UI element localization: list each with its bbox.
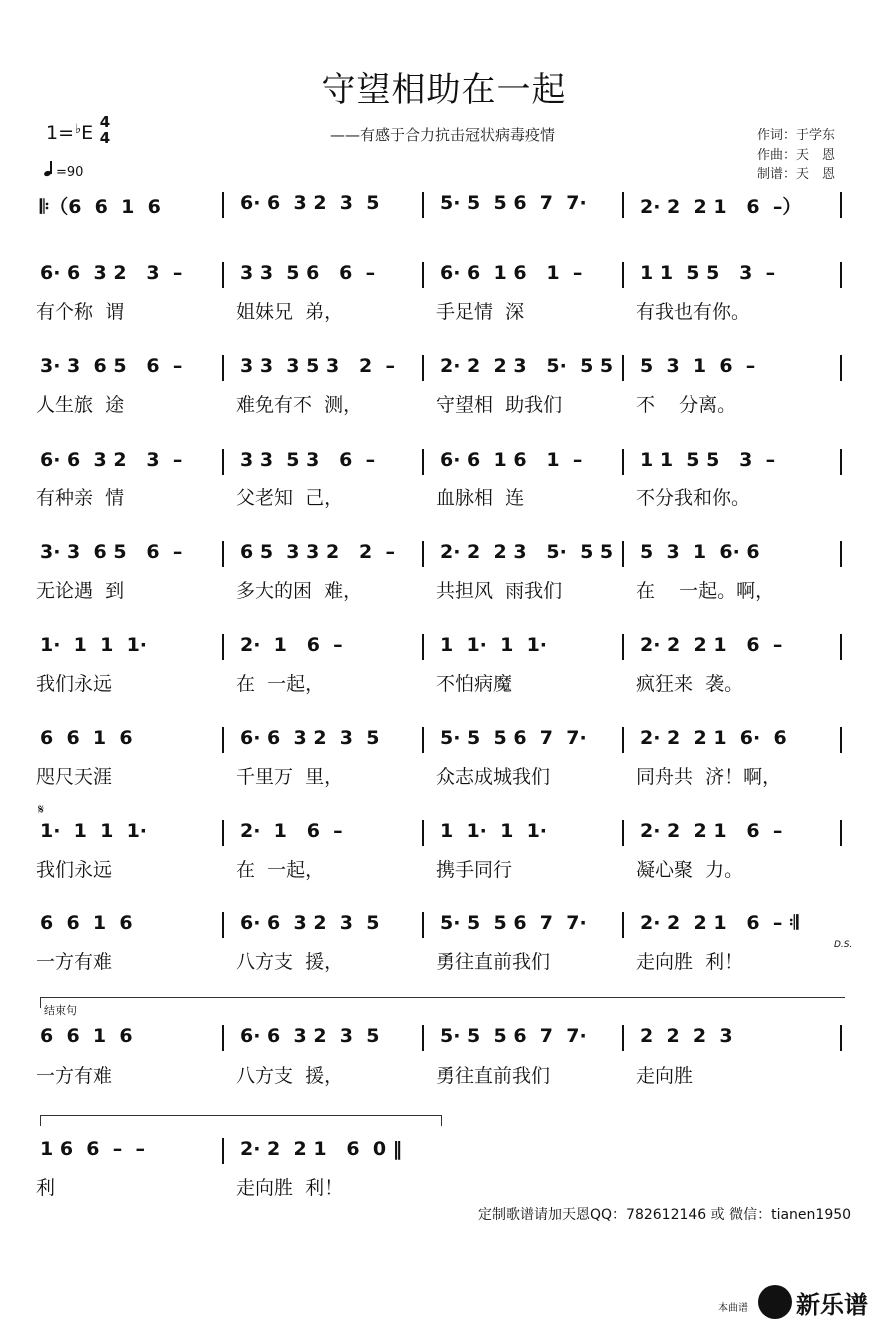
bar-line bbox=[840, 1025, 842, 1051]
measure: 1 1 5 5 3 – bbox=[640, 449, 776, 471]
measure: 1 1 5 5 3 – bbox=[640, 262, 776, 284]
measure: 2· 2 2 1 6 – 𝄇 bbox=[640, 912, 799, 934]
lyric-segment: 同舟共 济！啊， bbox=[636, 766, 782, 788]
lyric-segment: 不 分离。 bbox=[636, 394, 737, 416]
bar-line bbox=[622, 727, 624, 753]
lyric-segment: 凝心聚 力。 bbox=[636, 859, 744, 881]
measure: 𝄆（6 6 1 6 bbox=[40, 196, 161, 218]
measure: 6 6 1 6 bbox=[40, 912, 133, 934]
measure: 2· 2 2 1 6· 6 bbox=[640, 727, 787, 749]
bar-line bbox=[622, 192, 624, 218]
measure: 2· 2 2 1 6 0 ‖ bbox=[240, 1138, 403, 1160]
measure: 5· 5 5 6 7 7· bbox=[440, 727, 587, 749]
measure: 2· 2 2 3 5· 5 5 bbox=[440, 541, 614, 563]
bar-line bbox=[840, 541, 842, 567]
lyric-segment: 有种亲 情 bbox=[36, 487, 125, 509]
lyric-segment: 利 bbox=[36, 1177, 56, 1199]
bar-line bbox=[222, 192, 224, 218]
segno-icon: 𝄋 bbox=[38, 802, 45, 818]
lyric-line bbox=[34, 297, 852, 327]
measure: 5· 5 5 6 7 7· bbox=[440, 1025, 587, 1047]
bar-line bbox=[840, 192, 842, 218]
bar-line bbox=[840, 727, 842, 753]
measure: 6 6 1 6 bbox=[40, 727, 133, 749]
measure: 6· 6 3 2 3 5 bbox=[240, 912, 380, 934]
measure: 6· 6 3 2 3 5 bbox=[240, 727, 380, 749]
measure: 6 6 1 6 bbox=[40, 1025, 133, 1047]
key-signature bbox=[46, 122, 93, 144]
bar-line bbox=[222, 820, 224, 846]
measure: 6· 6 3 2 3 5 bbox=[240, 1025, 380, 1047]
measure: 6· 6 3 2 3 5 bbox=[240, 192, 380, 214]
lyric-line bbox=[34, 947, 852, 977]
lyric-line bbox=[34, 669, 852, 699]
lyric-segment: 手足情 深 bbox=[436, 301, 525, 323]
measure: 2 2 2 3 bbox=[640, 1025, 733, 1047]
measure: 6· 6 3 2 3 – bbox=[40, 449, 183, 471]
notation-line bbox=[34, 192, 852, 232]
measure: 1 1· 1 1· bbox=[440, 820, 548, 842]
bar-line bbox=[222, 912, 224, 938]
lyric-line bbox=[34, 855, 852, 885]
bar-line bbox=[222, 727, 224, 753]
measure: 6· 6 1 6 1 – bbox=[440, 262, 583, 284]
measure: 5 3 1 6· 6 bbox=[640, 541, 760, 563]
key-note: E bbox=[81, 122, 94, 144]
lyric-segment: 在 一起， bbox=[236, 859, 325, 881]
record-disc-icon bbox=[758, 1285, 792, 1319]
measure: 2· 2 2 1 6 – bbox=[640, 820, 783, 842]
lyric-segment: 人生旅 途 bbox=[36, 394, 125, 416]
bar-line bbox=[222, 1025, 224, 1051]
lyric-segment: 走向胜 利！ bbox=[236, 1177, 344, 1199]
time-signature bbox=[96, 114, 114, 146]
lyric-segment: 姐妹兄 弟， bbox=[236, 301, 344, 323]
lyric-segment: 有我也有你。 bbox=[636, 301, 751, 323]
bar-line bbox=[222, 1138, 224, 1164]
lyric-segment: 我们永远 bbox=[36, 859, 113, 881]
measure: 6· 6 3 2 3 – bbox=[40, 262, 183, 284]
notation-line bbox=[34, 912, 852, 952]
lyric-segment: 咫尺天涯 bbox=[36, 766, 113, 788]
measure: 1 6 6 – – bbox=[40, 1138, 145, 1160]
notation-line bbox=[34, 1025, 852, 1065]
lyric-segment: 难免有不 测， bbox=[236, 394, 363, 416]
lyric-segment: 勇往直前我们 bbox=[436, 1065, 551, 1087]
measure: 3· 3 6 5 6 – bbox=[40, 541, 183, 563]
bar-line bbox=[622, 449, 624, 475]
bar-line bbox=[622, 634, 624, 660]
lyric-segment: 一方有难 bbox=[36, 1065, 113, 1087]
lyric-segment: 我们永远 bbox=[36, 673, 113, 695]
brand-logo-text: 新乐谱 bbox=[796, 1291, 868, 1319]
lyric-segment: 八方支 援， bbox=[236, 1065, 344, 1087]
bar-line bbox=[422, 541, 424, 567]
lyric-line bbox=[34, 1061, 852, 1091]
notation-line bbox=[34, 727, 852, 767]
flat-icon: ♭ bbox=[75, 122, 82, 137]
bar-line bbox=[422, 449, 424, 475]
bar-line bbox=[422, 634, 424, 660]
lyric-segment: 疯狂来 袭。 bbox=[636, 673, 744, 695]
bar-line bbox=[422, 355, 424, 381]
bar-line bbox=[622, 912, 624, 938]
lyric-line bbox=[34, 390, 852, 420]
lyric-segment: 众志成城我们 bbox=[436, 766, 551, 788]
lyric-segment: 千里万 里， bbox=[236, 766, 344, 788]
bar-line bbox=[422, 912, 424, 938]
measure: 1 1· 1 1· bbox=[440, 634, 548, 656]
notation-line bbox=[34, 262, 852, 302]
lyric-segment: 在 一起。啊， bbox=[636, 580, 775, 602]
lyric-segment: 八方支 援， bbox=[236, 951, 344, 973]
ending-bracket-continued bbox=[40, 1115, 442, 1126]
bar-line bbox=[840, 355, 842, 381]
time-sig-top: 4 bbox=[99, 113, 111, 131]
measure: 2· 2 2 1 6 – bbox=[640, 634, 783, 656]
credit-arranger: 制谱：天 恩 bbox=[757, 167, 836, 182]
lyric-segment: 携手同行 bbox=[436, 859, 513, 881]
bar-line bbox=[840, 820, 842, 846]
lyric-segment: 有个称 谓 bbox=[36, 301, 125, 323]
bar-line bbox=[422, 262, 424, 288]
measure: 2· 1 6 – bbox=[240, 820, 343, 842]
ds-marking: D.S. bbox=[834, 940, 853, 950]
bar-line bbox=[422, 727, 424, 753]
lyric-segment: 父老知 己， bbox=[236, 487, 344, 509]
lyric-segment: 多大的困 难， bbox=[236, 580, 363, 602]
bar-line bbox=[222, 355, 224, 381]
measure: 3· 3 6 5 6 – bbox=[40, 355, 183, 377]
ending-bracket bbox=[40, 997, 845, 1008]
bar-line bbox=[622, 262, 624, 288]
measure: 3 3 3 5 3 2 – bbox=[240, 355, 395, 377]
tempo-marking bbox=[44, 162, 83, 180]
lyric-segment: 在 一起， bbox=[236, 673, 325, 695]
measure: 3 3 5 6 6 – bbox=[240, 262, 376, 284]
ending-label: 结束句 bbox=[44, 1004, 77, 1017]
measure: 2· 2 2 3 5· 5 5 bbox=[440, 355, 614, 377]
measure: 5· 5 5 6 7 7· bbox=[440, 912, 587, 934]
notation-line bbox=[34, 541, 852, 581]
bar-line bbox=[622, 1025, 624, 1051]
bar-line bbox=[222, 449, 224, 475]
lyric-line bbox=[34, 762, 852, 792]
brand-caption: 本曲谱 bbox=[718, 1303, 748, 1314]
bar-line bbox=[622, 355, 624, 381]
bar-line bbox=[840, 634, 842, 660]
lyric-segment: 血脉相 连 bbox=[436, 487, 525, 509]
bar-line bbox=[840, 449, 842, 475]
time-sig-bottom: 4 bbox=[99, 129, 111, 147]
page-title: 守望相助在一起 bbox=[321, 70, 567, 110]
measure: 6· 6 1 6 1 – bbox=[440, 449, 583, 471]
bar-line bbox=[840, 262, 842, 288]
key-prefix: 1= bbox=[46, 122, 75, 144]
notation-line bbox=[34, 634, 852, 674]
lyric-line bbox=[34, 483, 852, 513]
tempo-value: =90 bbox=[56, 165, 84, 180]
measure: 3 3 5 3 6 – bbox=[240, 449, 376, 471]
lyric-line bbox=[34, 576, 852, 606]
bar-line bbox=[622, 820, 624, 846]
measure: 5 3 1 6 – bbox=[640, 355, 756, 377]
lyric-segment: 勇往直前我们 bbox=[436, 951, 551, 973]
lyric-segment: 不分我和你。 bbox=[636, 487, 751, 509]
lyric-segment: 守望相 助我们 bbox=[436, 394, 563, 416]
lyric-line bbox=[34, 1173, 852, 1203]
measure: 1· 1 1 1· bbox=[40, 634, 148, 656]
measure: 6 5 3 3 2 2 – bbox=[240, 541, 395, 563]
measure: 5· 5 5 6 7 7· bbox=[440, 192, 587, 214]
bar-line bbox=[422, 1025, 424, 1051]
footer-contact: 定制歌谱请加天恩QQ：782612146 或 微信：tianen1950 bbox=[478, 1207, 852, 1223]
quarter-note-icon bbox=[44, 162, 56, 176]
lyric-segment: 走向胜 bbox=[636, 1065, 694, 1087]
lyric-segment: 共担风 雨我们 bbox=[436, 580, 563, 602]
bar-line bbox=[222, 262, 224, 288]
lyric-segment: 无论遇 到 bbox=[36, 580, 125, 602]
bar-line bbox=[622, 541, 624, 567]
measure: 2· 1 6 – bbox=[240, 634, 343, 656]
bar-line bbox=[222, 541, 224, 567]
measure: 1· 1 1 1· bbox=[40, 820, 148, 842]
subtitle: ——有感于合力抗击冠状病毒疫情 bbox=[330, 126, 556, 144]
notation-line bbox=[34, 1138, 852, 1178]
lyric-segment: 不怕病魔 bbox=[436, 673, 513, 695]
measure: 2· 2 2 1 6 –） bbox=[640, 196, 802, 218]
credit-composer: 作曲：天 恩 bbox=[757, 148, 836, 163]
notation-line bbox=[34, 355, 852, 395]
credit-lyricist: 作词：于学东 bbox=[757, 128, 836, 143]
lyric-segment: 走向胜 利！ bbox=[636, 951, 744, 973]
notation-line bbox=[34, 820, 852, 860]
bar-line bbox=[422, 820, 424, 846]
bar-line bbox=[422, 192, 424, 218]
bar-line bbox=[222, 634, 224, 660]
lyric-segment: 一方有难 bbox=[36, 951, 113, 973]
